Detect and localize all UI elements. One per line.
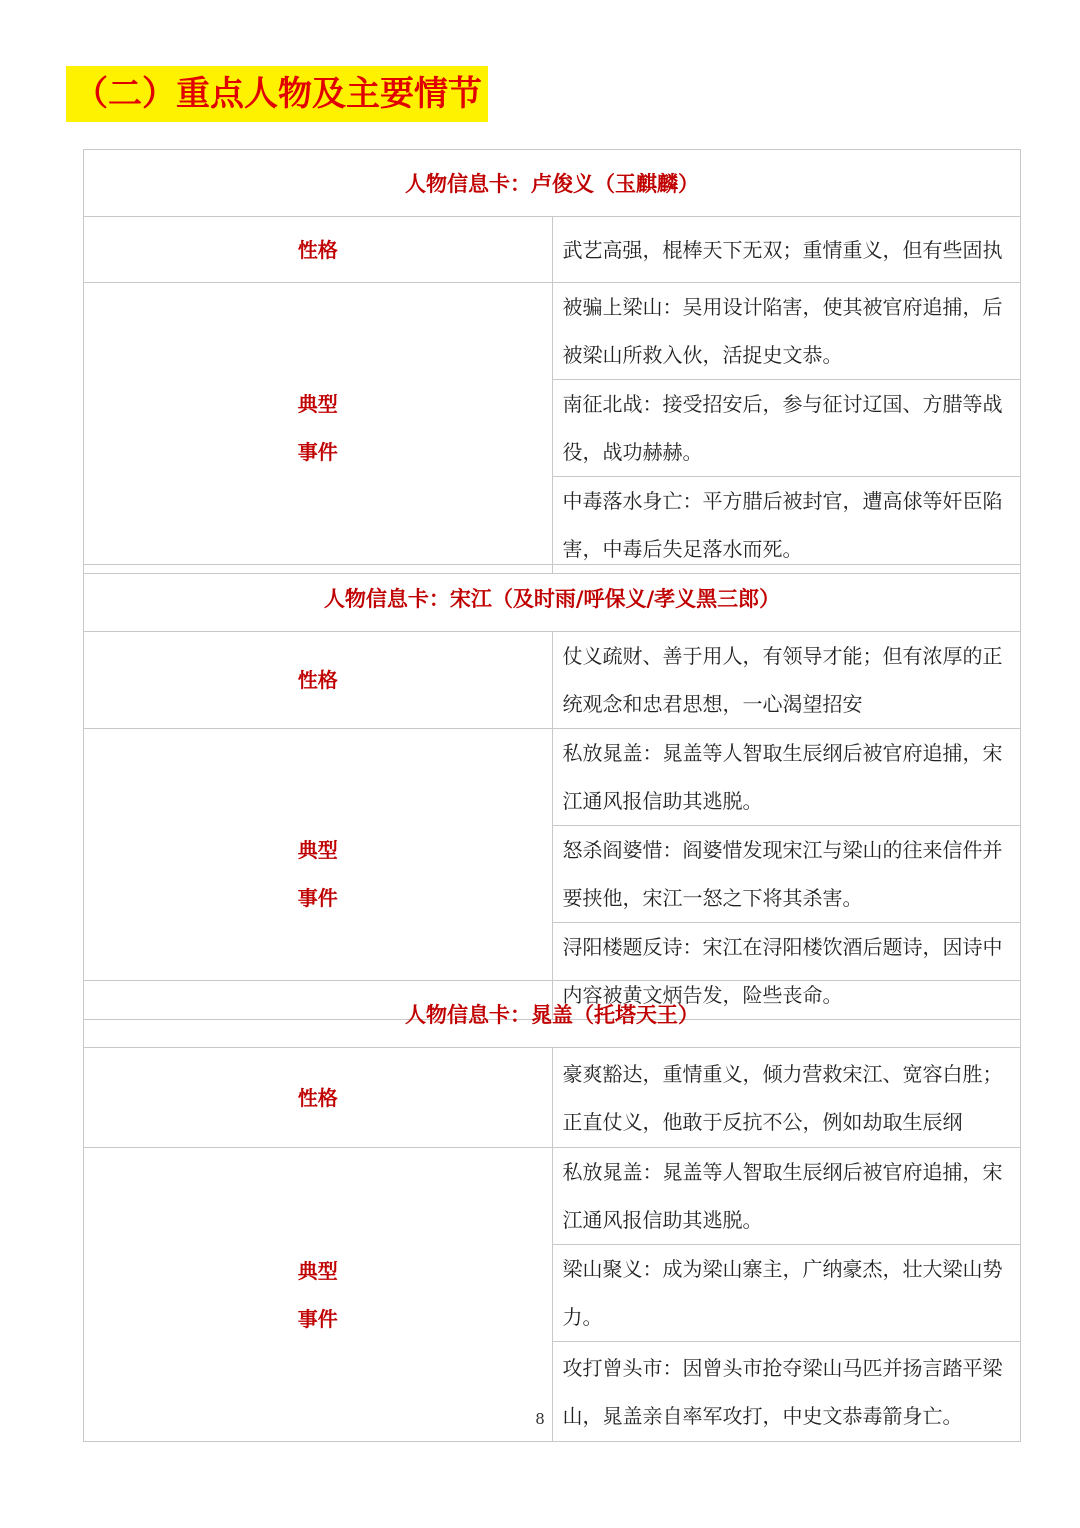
events-label-line1: 典型 (297, 838, 338, 862)
event-item: 私放晁盖：晁盖等人智取生辰纲后被官府追捕，宋江通风报信助其逃脱。 (552, 729, 1021, 826)
events-label (84, 1148, 553, 1442)
event-item: 攻打曾头市：因曾头市抢夺梁山马匹并扬言踏平梁山，晁盖亲自率军攻打，中史文恭毒箭身亡。 (552, 1342, 1021, 1442)
event-item: 私放晁盖：晁盖等人智取生辰纲后被官府追捕，宋江通风报信助其逃脱。 (552, 1148, 1021, 1245)
personality-text: 仗义疏财、善于用人，有领导才能；但有浓厚的正统观念和忠君思想，一心渴望招安 (552, 632, 1021, 729)
events-label (84, 729, 553, 1020)
events-label-line2: 事件 (297, 1306, 338, 1331)
event-item: 中毒落水身亡：平方腊后被封官，遭高俅等奸臣陷害，中毒后失足落水而死。 (552, 477, 1021, 574)
personality-label: 性格 (84, 217, 553, 283)
character-card-song-jiang (83, 564, 1021, 1020)
character-card-lu-junyi (83, 149, 1021, 574)
events-label (84, 283, 553, 574)
section-title: （二）重点人物及主要情节 (66, 66, 488, 122)
events-label-line1: 典型 (297, 1258, 338, 1283)
character-card-chao-gai (83, 980, 1021, 1442)
event-item: 梁山聚义：成为梁山寨主，广纳豪杰，壮大梁山势力。 (552, 1245, 1021, 1342)
card-title: 人物信息卡：卢俊义（玉麒麟） (84, 150, 1021, 217)
events-label-line2: 事件 (297, 440, 338, 464)
page-number: 8 (535, 1410, 545, 1428)
event-item: 被骗上梁山：吴用设计陷害，使其被官府追捕，后被梁山所救入伙，活捉史文恭。 (552, 283, 1021, 380)
events-label-line2: 事件 (297, 886, 338, 910)
card-title: 人物信息卡：宋江（及时雨/呼保义/孝义黑三郎） (84, 565, 1021, 632)
event-item: 南征北战：接受招安后，参与征讨辽国、方腊等战役，战功赫赫。 (552, 380, 1021, 477)
personality-label: 性格 (84, 632, 553, 729)
event-item: 怒杀阎婆惜：阎婆惜发现宋江与梁山的往来信件并要挟他，宋江一怒之下将其杀害。 (552, 826, 1021, 923)
events-label-line1: 典型 (297, 392, 338, 416)
personality-text: 豪爽豁达，重情重义，倾力营救宋江、宽容白胜；正直仗义，他敢于反抗不公，例如劫取生辰纲 (552, 1048, 1021, 1148)
event-item: 浔阳楼题反诗：宋江在浔阳楼饮酒后题诗，因诗中内容被黄文炳告发，险些丧命。 (552, 923, 1021, 1020)
personality-label: 性格 (84, 1048, 553, 1148)
card-title: 人物信息卡：晁盖（托塔天王） (84, 981, 1021, 1048)
personality-text: 武艺高强，棍棒天下无双；重情重义，但有些固执 (552, 217, 1021, 283)
